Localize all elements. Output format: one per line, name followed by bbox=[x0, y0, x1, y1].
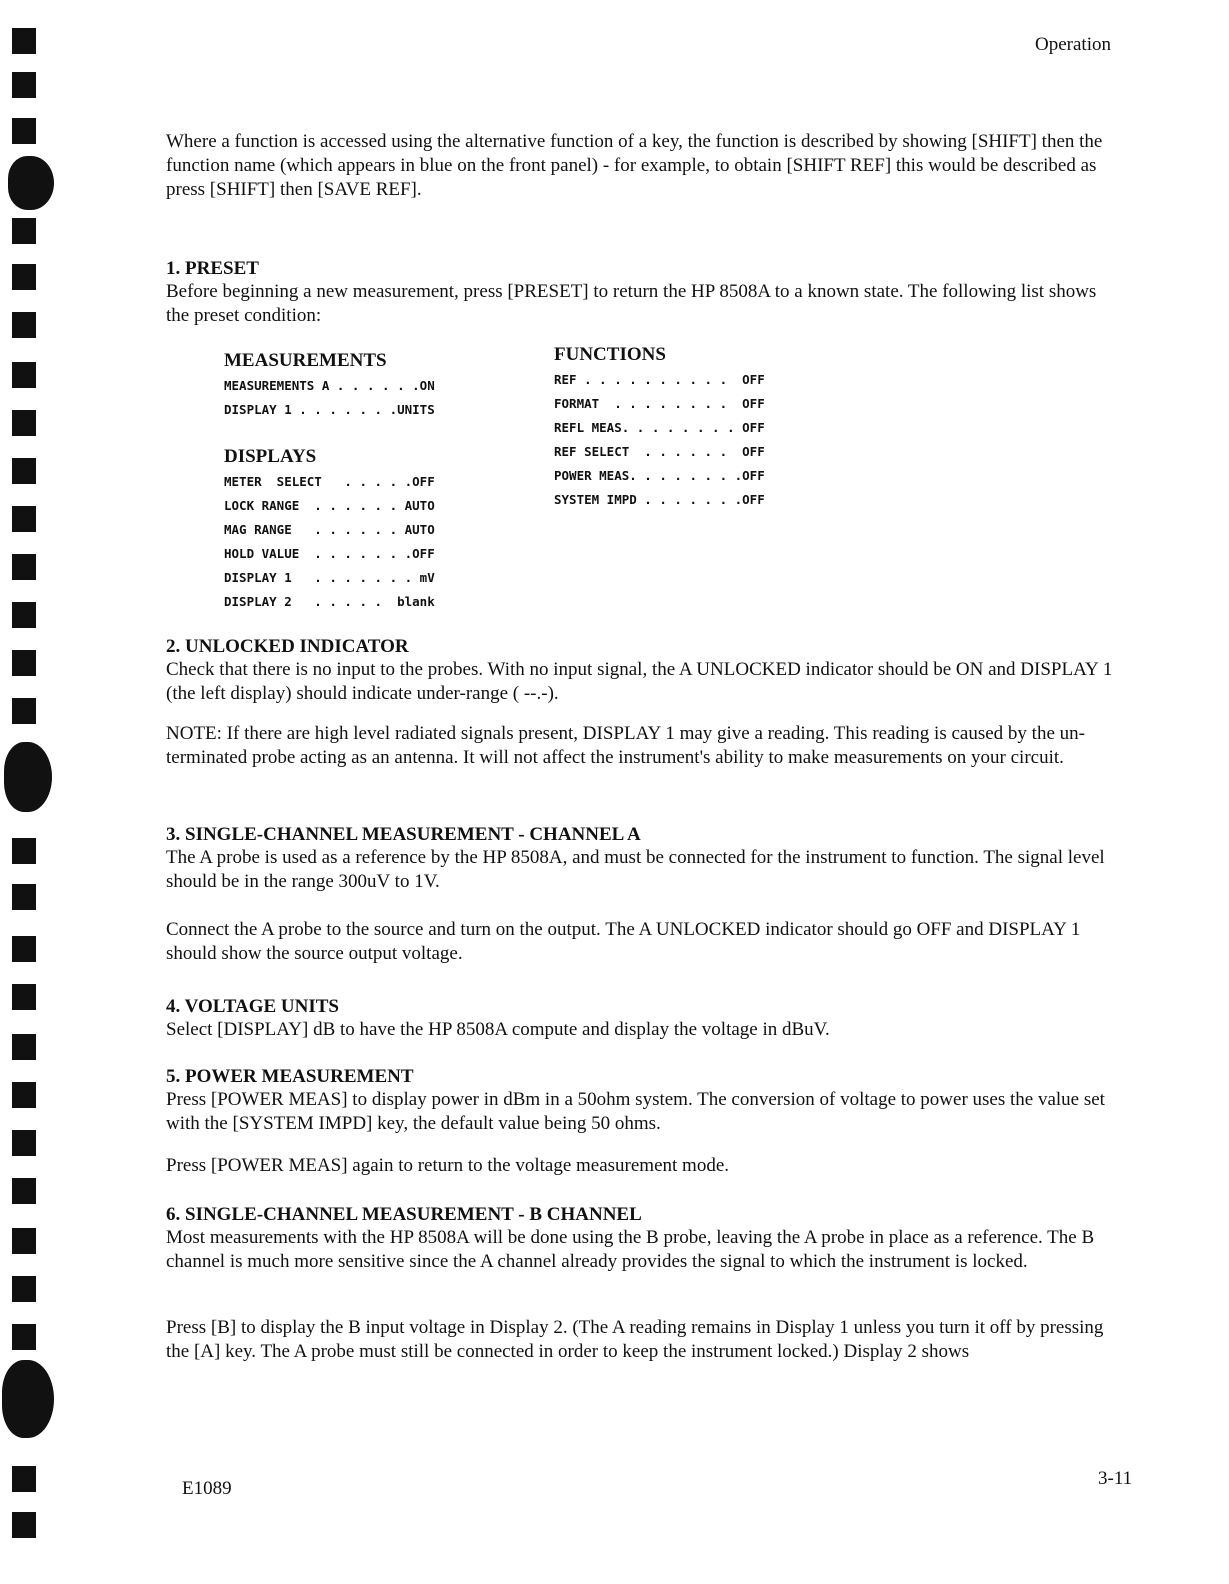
binder-mark bbox=[12, 1466, 36, 1492]
functions-row: REF SELECT . . . . . . OFF bbox=[554, 444, 765, 459]
channel-a-paragraph: Connect the A probe to the source and turn on the output. The A UNLOCKED indicator should go OFF and DISPLAY 1 should show the source output voltage. bbox=[166, 919, 1081, 964]
punch-hole-mark bbox=[8, 156, 54, 210]
section-body: Most measurements with the HP 8508A will be done using the B probe, leaving the A probe in place as a reference. The B channel is much more sensitive since the A channel already provides the signal to which the instrument is locked. bbox=[166, 1227, 1095, 1272]
functions-row: POWER MEAS. . . . . . . .OFF bbox=[554, 468, 765, 483]
section-channel-a bbox=[166, 824, 1116, 894]
binder-mark bbox=[12, 264, 36, 290]
binder-mark bbox=[12, 1130, 36, 1156]
power-meas-paragraph: Press [POWER MEAS] again to return to the voltage measurement mode. bbox=[166, 1155, 730, 1176]
section-heading: 3. SINGLE-CHANNEL MEASUREMENT - CHANNEL A bbox=[166, 824, 641, 845]
section-body: Select [DISPLAY] dB to have the HP 8508A compute and display the voltage in dBuV. bbox=[166, 1019, 830, 1040]
binder-mark bbox=[12, 28, 36, 54]
binder-mark bbox=[12, 506, 36, 532]
binder-mark bbox=[12, 1324, 36, 1350]
section-channel-b bbox=[166, 1204, 1116, 1274]
binder-mark bbox=[12, 362, 36, 388]
section-power-measurement bbox=[166, 1066, 1116, 1136]
page-number: 3-11 bbox=[1098, 1468, 1133, 1489]
channel-b-paragraph: Press [B] to display the B input voltage in Display 2. (The A reading remains in Display 1 unless you turn it off by pressing the [A] key. The A probe must still be connected in order to keep the instrument locked.) Display 2 shows bbox=[166, 1317, 1104, 1362]
binder-mark bbox=[12, 554, 36, 580]
binder-mark bbox=[12, 884, 36, 910]
binder-mark bbox=[12, 1034, 36, 1060]
binder-mark bbox=[12, 458, 36, 484]
binder-mark bbox=[12, 602, 36, 628]
section-heading: 4. VOLTAGE UNITS bbox=[166, 996, 339, 1017]
displays-row: LOCK RANGE . . . . . . AUTO bbox=[224, 498, 435, 513]
binder-mark bbox=[12, 1082, 36, 1108]
displays-row: DISPLAY 2 . . . . . blank bbox=[224, 594, 435, 609]
functions-row: REF . . . . . . . . . . OFF bbox=[554, 372, 765, 387]
binder-margin bbox=[0, 0, 40, 1584]
binder-mark bbox=[12, 118, 36, 144]
section-heading: 5. POWER MEASUREMENT bbox=[166, 1066, 414, 1087]
note-paragraph: NOTE: If there are high level radiated signals present, DISPLAY 1 may give a reading. This reading is caused by the un-terminated probe acting as an antenna. It will not affect the instrument's ability to make measurements on your circuit. bbox=[166, 723, 1085, 768]
binder-mark bbox=[12, 1178, 36, 1204]
binder-mark bbox=[12, 650, 36, 676]
binder-mark bbox=[12, 312, 36, 338]
section-preset bbox=[166, 258, 1116, 328]
section-body: Before beginning a new measurement, press [PRESET] to return the HP 8508A to a known state. The following list shows the preset condition: bbox=[166, 281, 1097, 326]
binder-mark bbox=[12, 984, 36, 1010]
section-body: Press [POWER MEAS] to display power in dBm in a 50ohm system. The conversion of voltage to power uses the value set with the [SYSTEM IMPD] key, the default value being 50 ohms. bbox=[166, 1089, 1105, 1134]
binder-mark bbox=[12, 1276, 36, 1302]
binder-mark bbox=[12, 1228, 36, 1254]
section-heading: 1. PRESET bbox=[166, 258, 259, 279]
binder-mark bbox=[12, 218, 36, 244]
section-voltage-units bbox=[166, 996, 1116, 1042]
binder-mark bbox=[12, 838, 36, 864]
running-header: Operation bbox=[1035, 34, 1111, 55]
displays-row: METER SELECT . . . . .OFF bbox=[224, 474, 435, 489]
functions-row: REFL MEAS. . . . . . . . OFF bbox=[554, 420, 765, 435]
binder-mark bbox=[12, 410, 36, 436]
document-id: E1089 bbox=[182, 1478, 232, 1499]
section-unlocked-indicator bbox=[166, 636, 1116, 706]
intro-paragraph: Where a function is accessed using the alternative function of a key, the function is described by showing [SHIFT] then the function name (which appears in blue on the front panel) - for example, to obtain [SHIFT REF] this would be described as press [SHIFT] then [SAVE REF]. bbox=[166, 131, 1103, 200]
measurements-row: MEASUREMENTS A . . . . . .ON bbox=[224, 378, 435, 393]
binder-mark bbox=[12, 72, 36, 98]
measurements-title: MEASUREMENTS bbox=[224, 350, 387, 371]
displays-row: HOLD VALUE . . . . . . .OFF bbox=[224, 546, 435, 561]
punch-hole-mark bbox=[4, 742, 52, 812]
functions-title: FUNCTIONS bbox=[554, 344, 666, 365]
section-heading: 2. UNLOCKED INDICATOR bbox=[166, 636, 409, 657]
displays-row: MAG RANGE . . . . . . AUTO bbox=[224, 522, 435, 537]
functions-row: FORMAT . . . . . . . . OFF bbox=[554, 396, 765, 411]
section-body: Check that there is no input to the probes. With no input signal, the A UNLOCKED indicator should be ON and DISPLAY 1 (the left display) should indicate under-range ( --.-). bbox=[166, 659, 1113, 704]
measurements-row: DISPLAY 1 . . . . . . .UNITS bbox=[224, 402, 435, 417]
binder-mark bbox=[12, 1512, 36, 1538]
section-heading: 6. SINGLE-CHANNEL MEASUREMENT - B CHANNEL bbox=[166, 1204, 642, 1225]
displays-title: DISPLAYS bbox=[224, 446, 317, 467]
binder-mark bbox=[12, 698, 36, 724]
punch-hole-mark bbox=[2, 1360, 54, 1438]
section-body: The A probe is used as a reference by the HP 8508A, and must be connected for the instrument to function. The signal level should be in the range 300uV to 1V. bbox=[166, 847, 1105, 892]
displays-row: DISPLAY 1 . . . . . . . mV bbox=[224, 570, 435, 585]
binder-mark bbox=[12, 936, 36, 962]
functions-row: SYSTEM IMPD . . . . . . .OFF bbox=[554, 492, 765, 507]
